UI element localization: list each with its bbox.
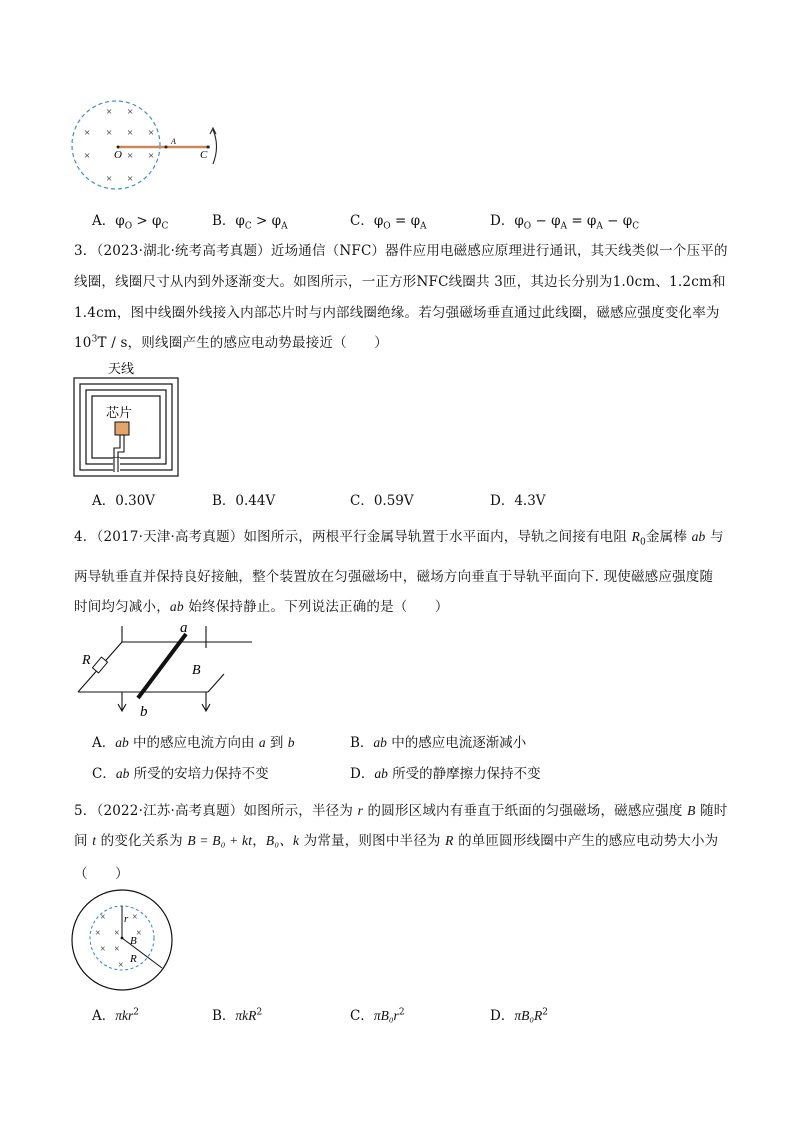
q2-field-crosses	[84, 106, 154, 185]
q4-label-a: a	[180, 620, 188, 636]
q3-figure	[72, 360, 182, 480]
q3-stem-line-1: 3．（2023·湖北·统考高考真题）近场通信（NFC）器件应用电磁感应原理进行通讯，其天线类似一个压平的	[74, 243, 728, 259]
q2-option-a[interactable]: A．$\varphi_O > \varphi_C$	[92, 213, 169, 232]
q4-figure	[74, 618, 264, 718]
svg-text:×: ×	[148, 150, 155, 162]
q2-option-d[interactable]: D．$\varphi_O - \varphi_A = \varphi_A - \varphi_C$	[490, 213, 640, 232]
svg-text:×: ×	[106, 106, 113, 118]
svg-text:×: ×	[114, 928, 120, 939]
q3-chip	[115, 422, 129, 435]
q4-stem-line-3: 时间均匀减小，ab 始终保持静止。下列说法正确的是（ ）	[74, 599, 449, 615]
q3-option-b[interactable]: B．0.44V	[212, 493, 276, 509]
q5-stem-line-1: 5．（2022·江苏·高考真题）如图所示，半径为 r 的圆形区域内有垂直于纸面的匀强磁场，磁感应强度 B 随时	[74, 803, 728, 819]
q2-option-c[interactable]: C．$\varphi_O = \varphi_A$	[350, 213, 427, 232]
q5-option-d[interactable]: D．$\pi B_0R^2$	[490, 1007, 549, 1024]
q4-option-a[interactable]: A．ab 中的感应电流方向由 a 到 b	[92, 735, 295, 751]
q5-stem-line-2: 间 t 的变化关系为 B = B₀ + kt，B₀、k 为常量，则图中半径为 R 的单匝圆形线圈中产生的感应电动势大小为	[74, 833, 719, 849]
q3-chip-label: 芯片	[106, 405, 133, 420]
svg-text:×: ×	[100, 944, 106, 955]
svg-text:×: ×	[95, 928, 101, 939]
q3-option-a[interactable]: A．0.30V	[92, 493, 156, 509]
q5-option-c[interactable]: C．$\pi B_0r^2$	[350, 1007, 405, 1024]
svg-text:×: ×	[127, 106, 134, 118]
q4-label-bfield: B	[192, 663, 201, 678]
q5-label-bigr: R	[130, 953, 137, 965]
svg-text:×: ×	[84, 127, 91, 139]
svg-text:×: ×	[127, 127, 134, 139]
q4-option-c[interactable]: C．ab 所受的安培力保持不变	[92, 766, 269, 782]
svg-text:×: ×	[148, 127, 155, 139]
q3-antenna-label: 天线	[108, 361, 135, 376]
q2-label-c: C	[200, 149, 208, 161]
q3-stem-line-2: 线圈，线圈尺寸从内到外逐渐变大。如图所示，一正方形NFC线圈共 3匝，其边长分别为1.0cm、1.2cm和	[74, 274, 726, 290]
svg-text:×: ×	[127, 150, 134, 162]
q5-figure	[70, 888, 176, 994]
svg-text:×: ×	[136, 928, 142, 939]
q5-label-r: r	[124, 913, 129, 925]
q4-label-b: b	[140, 704, 148, 718]
q3-stem-line-4: $10^3T$ / s，则线圈产生的感应电动势最接近（ ）	[74, 334, 388, 351]
q5-option-b[interactable]: B．πkR$^2$	[212, 1007, 263, 1024]
q2-label-a: A	[171, 137, 176, 146]
q5-label-b: B	[130, 935, 137, 947]
q4-rod-ab	[138, 634, 186, 698]
q5-stem-line-3: （ ）	[74, 866, 129, 882]
q2-option-b[interactable]: B．$\varphi_C > \varphi_A$	[212, 213, 288, 232]
svg-text:×: ×	[106, 127, 113, 139]
q4-resistor	[92, 657, 107, 673]
svg-text:×: ×	[100, 912, 106, 923]
q5-coil-circle	[72, 890, 172, 990]
q4-label-r: R	[82, 653, 91, 668]
q2-field-circle	[72, 101, 160, 189]
q4-option-d[interactable]: D．ab 所受的静摩擦力保持不变	[350, 766, 541, 782]
q5-option-a[interactable]: A．πkr$^2$	[92, 1007, 139, 1024]
svg-text:×: ×	[132, 912, 138, 923]
svg-text:×: ×	[84, 150, 91, 162]
q2-rotation-arrow	[213, 130, 217, 164]
q2-figure	[70, 98, 230, 198]
q3-stem-line-3: 1.4cm，图中线圈外线接入内部芯片时与内部线圈绝缘。若匀强磁场垂直通过此线圈，磁感应强度变化率为	[74, 305, 720, 321]
svg-text:×: ×	[118, 960, 124, 971]
q4-stem-line-2: 两导轨垂直并保持良好接触，整个装置放在匀强磁场中，磁场方向垂直于导轨平面向下. 现使磁感应强度随	[74, 569, 714, 585]
svg-text:×: ×	[106, 173, 113, 185]
q2-label-o: O	[114, 149, 122, 161]
q4-stem-line-1: 4．（2017·天津·高考真题）如图所示，两根平行金属导轨置于水平面内，导轨之间接有电阻 $R_0$金属棒 ab 与	[74, 529, 724, 548]
q4-option-b[interactable]: B．ab 中的感应电流逐渐减小	[350, 735, 527, 751]
q3-option-c[interactable]: C．0.59V	[350, 493, 414, 509]
q3-option-d[interactable]: D．4.3V	[490, 493, 546, 509]
svg-text:×: ×	[114, 944, 120, 955]
svg-text:×: ×	[127, 173, 134, 185]
